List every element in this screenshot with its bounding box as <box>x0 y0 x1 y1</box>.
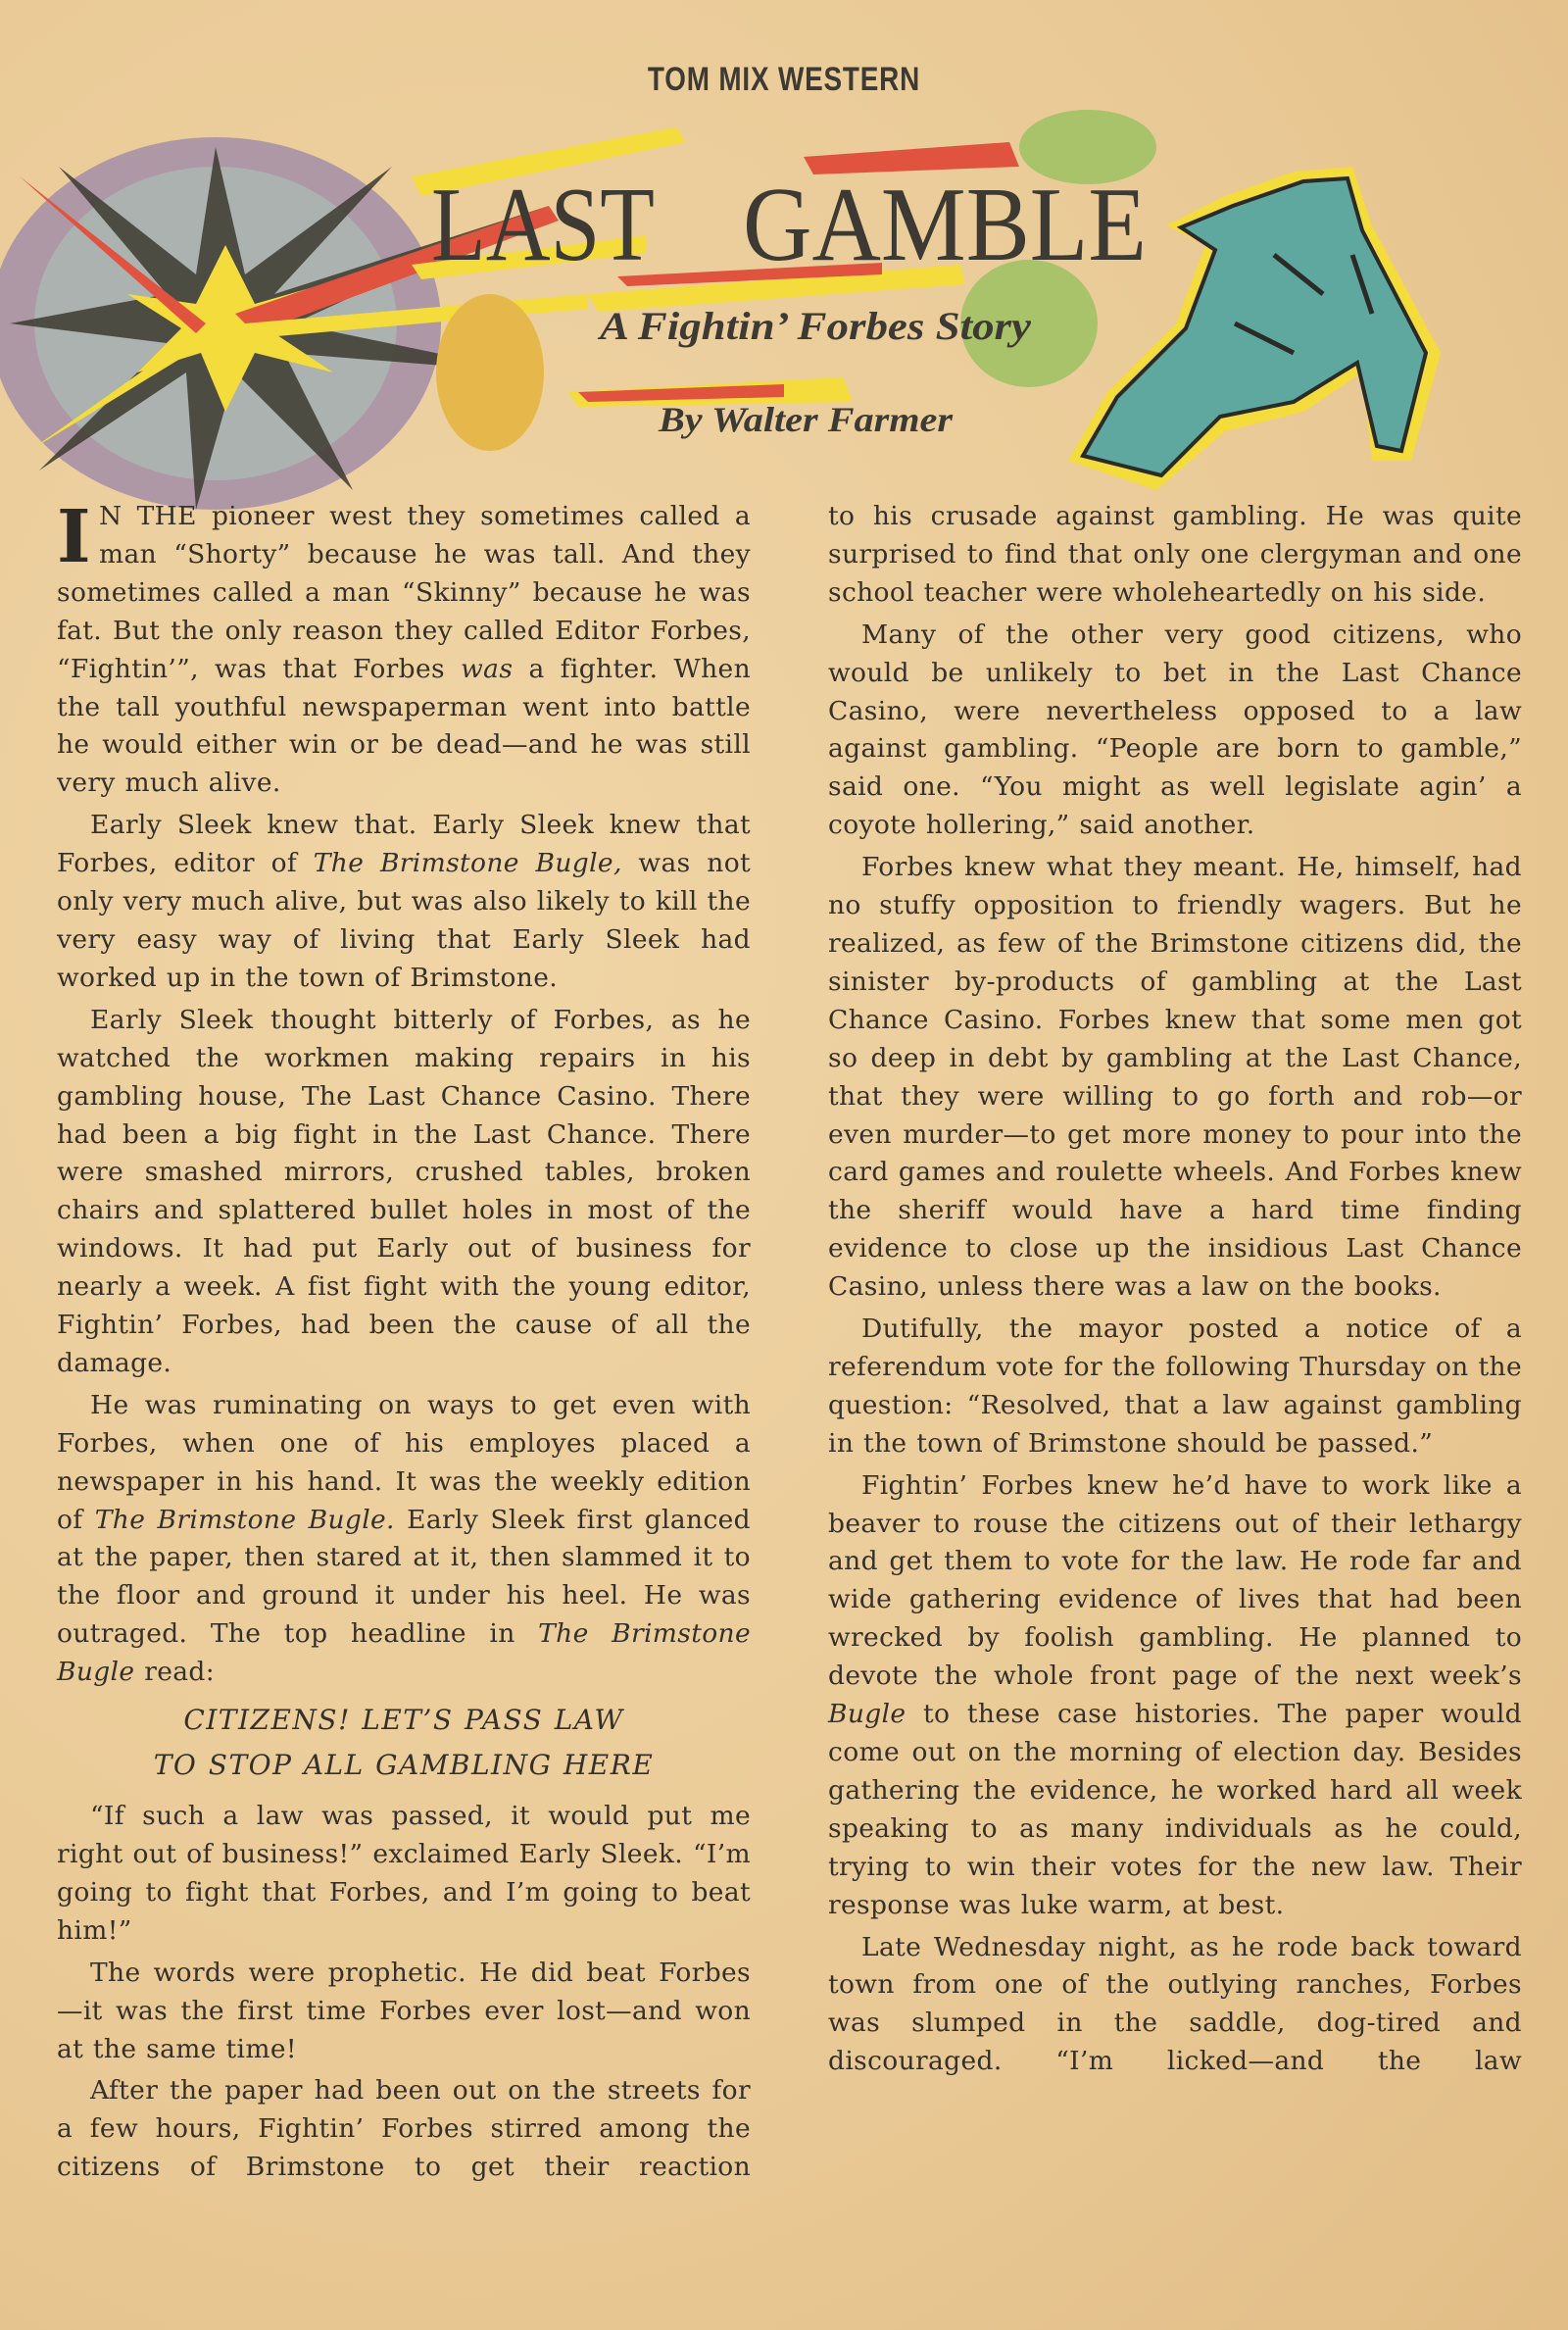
title-word-last: LAST <box>431 167 655 283</box>
text: N THE pioneer west they sometimes called a man “Shorty” because he was tall. And they sometimes called a man “Skinny” because he was fat. But the only reason they called Editor Forbes, “Fightin’”, was that Forbes <box>57 501 751 684</box>
italic-text: The Brimstone Bugle, <box>313 848 622 879</box>
text: to his crusade against gambling. He was quite surprised to find that only one clergyman and one school teacher were wholeheartedly on his side. <box>828 501 1522 608</box>
italic-text: was <box>461 653 514 684</box>
paragraph <box>828 1467 1522 1925</box>
paragraph <box>828 1929 1522 2082</box>
paragraph <box>828 617 1522 845</box>
text: Early Sleek thought bitterly of Forbes, as he watched the workmen making repairs in his gambling house, The Last Chance Casino. There had been a big fight in the Last Chance. There were smashed mirrors, crushed tables, broken chairs and splattered bullet holes in most of the windows. It had put Early out of business for nearly a week. A fist fight with the young editor, Fightin’ Forbes, had been the cause of all the damage. <box>57 1004 751 1378</box>
text: “If such a law was passed, it would put me right out of business!” exclaimed Early Sleek. “I’m going to fight that Forbes, and I’m going to beat him!” <box>57 1801 751 1946</box>
headline-line: TO STOP ALL GAMBLING HERE <box>153 1749 655 1782</box>
italic-text: The Brimstone Bugle. <box>94 1504 395 1535</box>
paragraph <box>57 807 751 998</box>
text: Dutifully, the mayor posted a notice of a referendum vote for the following Thursday on the question: “Resolved, that a law against gambling in the town of Brimstone should be passed.” <box>828 1314 1522 1459</box>
title-illustration <box>0 108 1568 520</box>
paragraph <box>57 1002 751 1383</box>
paragraph <box>57 2072 751 2187</box>
text: The words were prophetic. He did beat Forbes—it was the first time Forbes ever lost—and won at the same time! <box>57 1957 751 2064</box>
paragraph <box>57 1798 751 1951</box>
text: Forbes knew what they meant. He, himself, had no stuffy opposition to friendly wagers. But he realized, as few of the Brimstone citizens did, the sinister by-products of gambling at the Last Chance Casino. Forbes knew that some men got so deep in debt by gambling at the Last Chance, that they were willing to go forth and rob—or even murder—to get more money to pour into the card games and roulette wheels. And Forbes knew the sheriff would have a hard time finding evidence to close up the insidious Last Chance Casino, unless there was a law on the books. <box>828 852 1522 1303</box>
text: Fightin’ Forbes knew he’d have to work like a beaver to rouse the citizens out of their lethargy and get them to vote for the law. He rode far and wide gathering evidence of lives that had been wrecked by foolish gambling. He planned to devote the whole front page of the next week’s <box>828 1469 1522 1692</box>
title-word-gamble: GAMBLE <box>743 167 1147 283</box>
italic-text: The Brimstone Bugle <box>57 1618 751 1688</box>
right-paragraphs <box>828 498 1522 2081</box>
text: read: <box>134 1657 215 1688</box>
left-paragraphs <box>57 495 751 1692</box>
text: Late Wednesday night, as he rode back toward town from one of the outlying ranches, Forbes was slumped in the saddle, dog-tired and discouraged. “I’m licked—and the law <box>828 1931 1522 2077</box>
story-byline: By Walter Farmer <box>657 400 955 439</box>
text: After the paper had been out on the streets for a few hours, Fightin’ Forbes stirred among the citizens of Brimstone to get their reaction <box>57 2075 751 2183</box>
text: Early Sleek knew that. Early Sleek knew that Forbes, editor of <box>57 810 751 879</box>
drop-cap: I <box>57 495 91 579</box>
paragraph <box>828 498 1522 613</box>
paragraph <box>57 1387 751 1692</box>
paragraph <box>57 495 751 803</box>
left-text-column <box>57 495 751 2191</box>
text: was not only very much alive, but was also likely to kill the very easy way of living that Early Sleek had worked up in the town of Brimstone. <box>57 848 751 993</box>
text: a fighter. When the tall youthful newspaperman went into battle he would either win or be dead—and he was still very much alive. <box>57 653 751 799</box>
text: Early Sleek first glanced at the paper, then stared at it, then slammed it to the floor and ground it under his heel. He was outraged. The top headline in <box>57 1504 751 1650</box>
paragraph <box>57 1955 751 2069</box>
italic-text: Bugle <box>828 1699 906 1730</box>
paragraph <box>828 849 1522 1307</box>
headline-line: CITIZENS! LET’S PASS LAW <box>183 1704 624 1737</box>
text: He was ruminating on ways to get even with Forbes, when one of his employes placed a newspaper in his hand. It was the weekly edition of <box>57 1389 751 1535</box>
text: Many of the other very good citizens, who would be unlikely to bet in the Last Chance Casino, were nevertheless opposed to a law against gambling. “People are born to gamble,” said one. “You might as well legislate agin’ a coyote hollering,” said another. <box>828 619 1522 841</box>
left-paragraphs-after <box>57 1798 751 2187</box>
right-text-column <box>828 498 1522 2085</box>
paragraph <box>828 1311 1522 1463</box>
text: to these case histories. The paper would come out on the morning of election day. Besides gathering the evidence, he worked hard all week speaking to as many individuals as he could, trying to win their votes for the new law. Their response was luke warm, at best. <box>828 1699 1522 1920</box>
newspaper-headline <box>57 1698 751 1788</box>
running-head: TOM MIX WESTERN <box>647 61 921 98</box>
story-subtitle: A Fightin’ Forbes Story <box>596 304 1032 348</box>
